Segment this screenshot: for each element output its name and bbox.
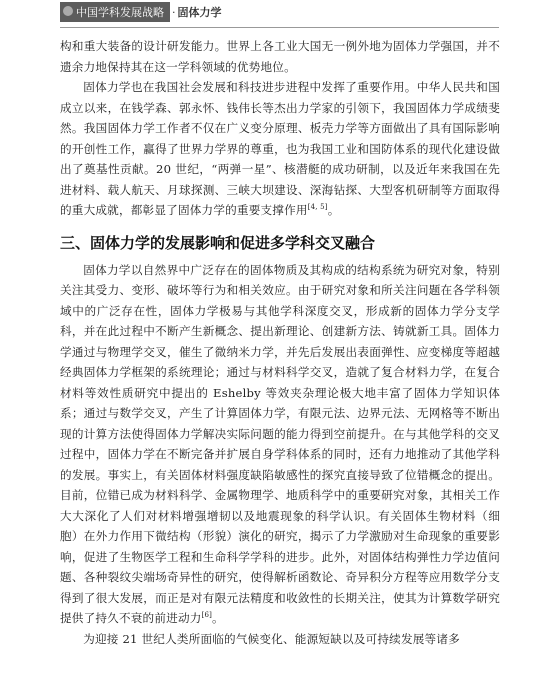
header-separator: · <box>172 5 176 19</box>
header-topic: 固体力学 <box>177 6 222 19</box>
paragraph <box>60 260 500 629</box>
running-header <box>60 2 222 22</box>
paragraph-tail: 。 <box>327 203 340 217</box>
citation-ref: [6] <box>201 611 213 620</box>
section-heading: 三、固体力学的发展影响和促进多学科交叉融合 <box>60 233 376 252</box>
book-title-tab: 中国学科发展战略 <box>60 2 170 22</box>
paragraph-text: 固体力学也在我国社会发展和科技进步进程中发挥了重要作用。中华人民共和国成立以来，在钱学森、郭永怀、钱伟长等杰出力学家的引领下，我国固体力学成绩斐然。我国固体力学工作者不仅在广义变分原理、板壳力学等方面做出了具有国际影响的开创性工作，赢得了世界力学界的尊重，也为我国工业和国防体系的现代化建设做出了奠基性贡献。20 世纪，“两弹一星”、核潜艇的成功研制，以及近年来我国在先进材料、载人航天、月球探测、三峡大坝建设、深海钻探、大型客机研制等方面取得的重大成就，都彰显了固体力学的重要支撑作用 <box>60 80 500 217</box>
paragraph-cut-off: 为迎接 21 世纪人类所面临的气候变化、能源短缺以及可持续发展等诸多 <box>83 631 460 646</box>
header-rule <box>60 27 499 28</box>
citation-ref: [4, 5] <box>307 203 328 212</box>
page-body <box>60 36 500 649</box>
paragraph-tail: 。 <box>212 611 224 625</box>
paragraph <box>60 77 500 221</box>
paragraph-text: 固体力学以自然界中广泛存在的固体物质及其构成的结构系统为研究对象，特别关注其受力、变形、破坏等行为和相关效应。由于研究对象和所关注问题在各学科领域中的广泛存在性，固体力学极易与其他学科深度交叉，形成新的固体力学分支学科，并在此过程中不断产生新概念、提出新理论、创建新方法、铸就新工具。固体力学通过与物理学交叉，催生了微纳米力学，并先后发展出表面弹性、应变梯度等超越经典固体力学框架的系统理论；通过与材料科学交叉，造就了复合材料力学，在复合材料等效性质研究中提出的 Eshelby 等效夹杂理论极大地丰富了固体力学知识体系；通过与数学交叉，产生了计算固体力学，有限元法、边界元法、无网格等不断出现的计算方法使得固体力学解决实际问题的能力得到空前提升。在与其他学科的交叉过程中，固体力学在不断完备并扩展自身学科体系的同时，还有力地推动了其他学科的发展。事实上，有关固体材料强度缺陷敏感性的探究直接导致了位错概念的提出。目前，位错已成为材料科学、金属物理学、地质科学中的重要研究对象，其相关工作大大深化了人们对材料增强增韧以及地震现象的科学认识。有关固体生物材料（细胞）在外力作用下微结构（形貌）演化的研究，揭示了力学激励对生命现象的重要影响，促进了生物医学工程和生命科学学科的进步。此外，对固体结构弹性力学边值问题、各种裂纹尖端场奇异性的研究，使得解析函数论、奇异积分方程等应用数学分支得到了很大发展，而正是对有限元法精度和收敛性的长期关注，使其为计算数学研究提供了持久不衰的前进动力 <box>60 262 500 625</box>
paragraph-continued: 构和重大装备的设计研发能力。世界上各工业大国无一例外地为固体力学强国，并不遗余力地保持其在这一学科领域的优势地位。 <box>60 39 500 74</box>
